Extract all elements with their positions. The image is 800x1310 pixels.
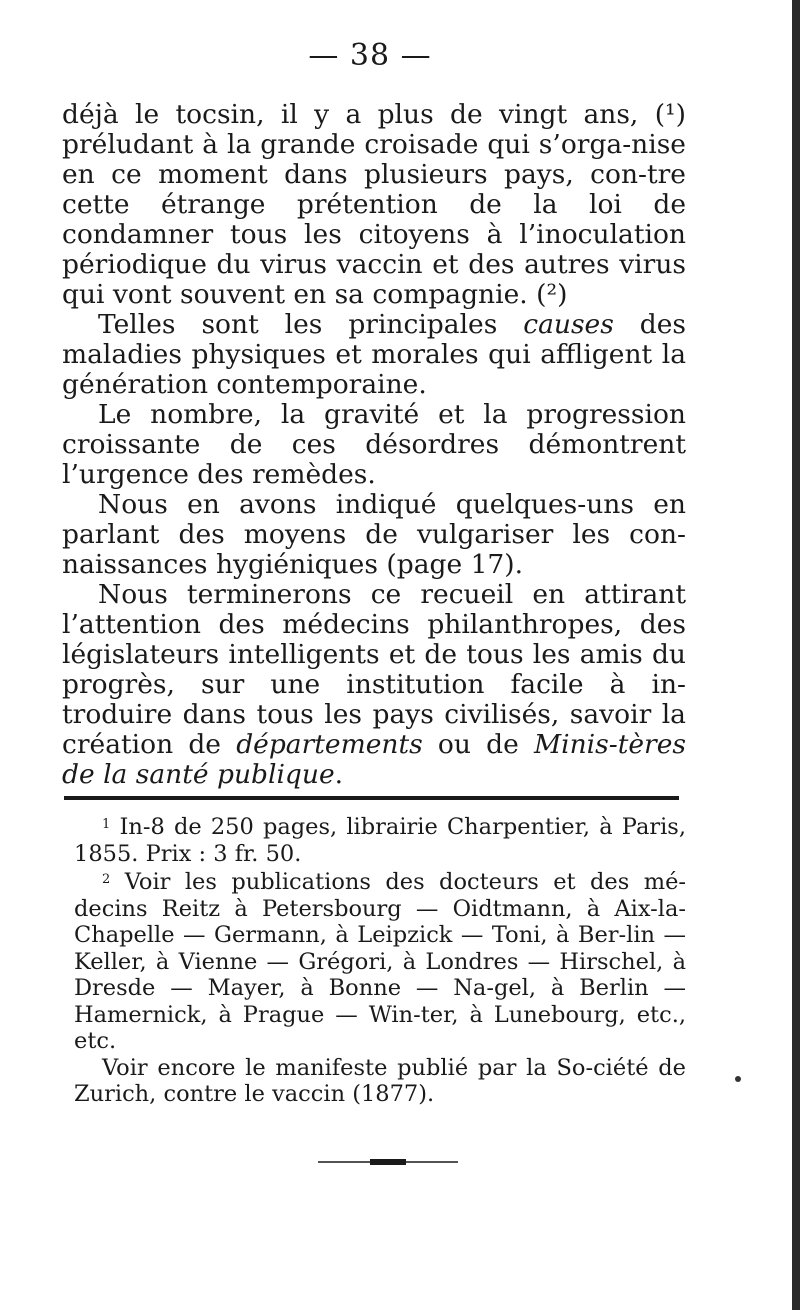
page-edge-shadow <box>792 0 800 1310</box>
ink-speck <box>735 1076 741 1082</box>
emphasis: causes <box>523 309 614 340</box>
page-number: — 38 — <box>308 38 432 73</box>
footnote-marker: 2 <box>102 872 111 887</box>
paragraph-2: Telles sont les principales causes des maladies physiques et morales qui affligent la génération contemporaine. <box>62 309 687 400</box>
footnote-text: Voir les publications des docteurs et des mé-decins Reitz à Petersbourg — Oidtmann, à Aix-la-Chapelle — Germann, à Leipzick — Toni, à Ber-lin — Keller, à Vienne — Grégori, à Londres — Hirschel, à Dresde — Mayer, à Bonne — Na-gel, à Berlin — Hamernick, à Prague — Win-ter, à Lunebourg, etc., etc. <box>74 869 686 1054</box>
footnote-text: In-8 de 250 pages, librairie Charpentier, à Paris, 1855. Prix : 3 fr. 50. <box>74 814 687 867</box>
paragraph-1: déjà le tocsin, il y a plus de vingt ans, (¹) préludant à la grande croisade qui s’orga-nise en ce moment dans plusieurs pays, con-tre cette étrange prétention de la loi de condamner tous les citoyens à l’inoculation périodique du virus vaccin et des autres virus qui vont souvent en sa compagnie. (²) <box>62 99 686 310</box>
footnote-2-continued <box>74 1055 686 1108</box>
body-text <box>62 100 686 790</box>
paragraph-5: Nous terminerons ce recueil en attirant l’attention des médecins philanthropes, des législateurs intelligents et de tous les amis du progrès, sur une institution facile à in-troduire dans tous les pays civilisés, savoir la création de départements ou de Minis-tères de la santé publique. <box>62 579 686 790</box>
paragraph-4: Nous en avons indiqué quelques-uns en parlant des moyens de vulgariser les con-naissances hygiéniques (page 17). <box>62 489 686 580</box>
end-ornament <box>318 1158 458 1166</box>
footnote-2 <box>74 867 686 1055</box>
footnotes <box>74 812 686 1108</box>
emphasis: départements <box>236 729 423 760</box>
emphasis: Minis-tères de la santé publique <box>62 729 686 790</box>
footnote-marker: 1 <box>102 817 111 832</box>
footnote-text: Voir encore le manifeste publié par la So-ciété de Zurich, contre le vaccin (1877). <box>74 1054 686 1107</box>
footnote-divider <box>64 796 679 800</box>
paragraph-3: Le nombre, la gravité et la progression croissante de ces désordres démontrent l’urgence des remèdes. <box>62 399 686 490</box>
footnote-1 <box>74 812 686 867</box>
